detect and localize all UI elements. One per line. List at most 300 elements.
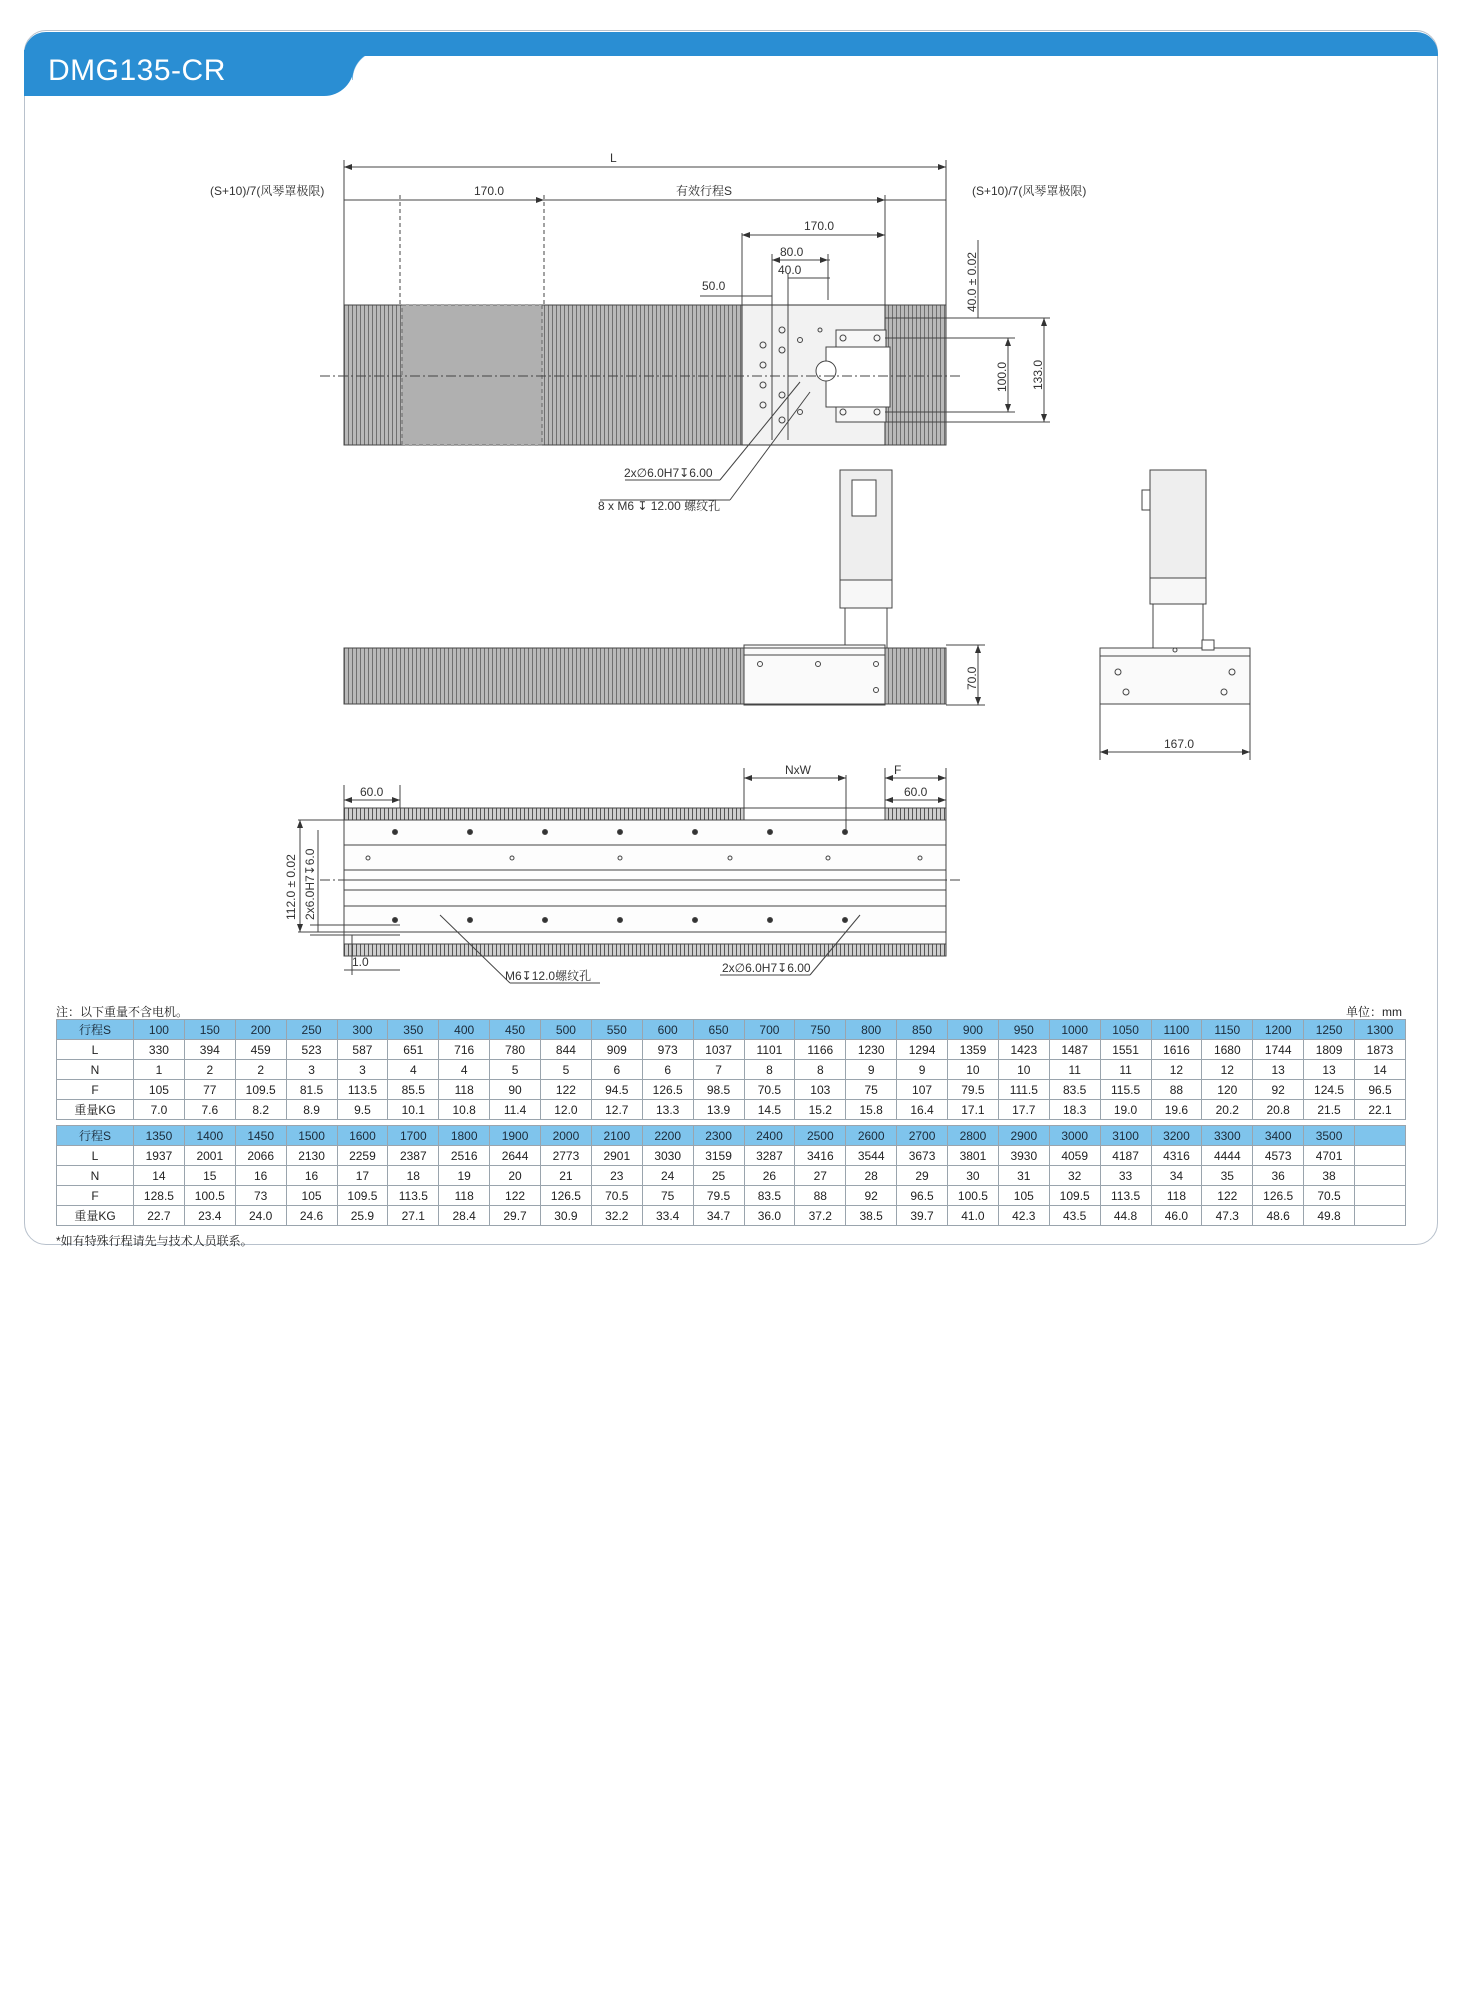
table-cell	[1355, 1126, 1406, 1146]
table-cell: 1600	[337, 1126, 388, 1146]
table-cell: 107	[897, 1080, 948, 1100]
table-cell: 105	[998, 1186, 1049, 1206]
table-row	[57, 1206, 1406, 1226]
table-cell: 27	[795, 1166, 846, 1186]
table-cell: 105	[286, 1186, 337, 1206]
table-cell: 109.5	[235, 1080, 286, 1100]
dim-overall-L: L	[610, 151, 617, 165]
table-cell: 651	[388, 1040, 439, 1060]
table-cell: 750	[795, 1020, 846, 1040]
table-cell: 587	[337, 1040, 388, 1060]
footnote: *如有特殊行程请先与技术人员联系。	[56, 1234, 253, 1248]
table-cell: 20.2	[1202, 1100, 1253, 1120]
table-cell: 83.5	[1049, 1080, 1100, 1100]
row-label: 重量KG	[57, 1206, 134, 1226]
table-cell: 32	[1049, 1166, 1100, 1186]
table-cell: 3300	[1202, 1126, 1253, 1146]
table-cell: 1400	[184, 1126, 235, 1146]
table-cell: 9	[846, 1060, 897, 1080]
table-cell: 98.5	[693, 1080, 744, 1100]
table-cell: 46.0	[1151, 1206, 1202, 1226]
table-cell: 20.8	[1253, 1100, 1304, 1120]
table-row	[57, 1020, 1406, 1040]
motor-side	[1142, 470, 1206, 648]
table-cell: 115.5	[1100, 1080, 1151, 1100]
table-row	[57, 1146, 1406, 1166]
table-cell: 20	[490, 1166, 541, 1186]
table-cell: 122	[1202, 1186, 1253, 1206]
table-cell: 2066	[235, 1146, 286, 1166]
table-cell: 11	[1049, 1060, 1100, 1080]
table-cell: 1487	[1049, 1040, 1100, 1060]
table-row	[57, 1186, 1406, 1206]
table-cell: 21.5	[1304, 1100, 1355, 1120]
side-view	[344, 645, 985, 705]
table-cell: 70.5	[591, 1186, 642, 1206]
table-cell: 33	[1100, 1166, 1151, 1186]
table-cell: 6	[642, 1060, 693, 1080]
table-cell: 1050	[1100, 1020, 1151, 1040]
table-cell: 124.5	[1304, 1080, 1355, 1100]
table-cell: 113.5	[337, 1080, 388, 1100]
table-cell: 118	[439, 1186, 490, 1206]
table-cell: 113.5	[388, 1186, 439, 1206]
table-cell: 23.4	[184, 1206, 235, 1226]
row-label: F	[57, 1186, 134, 1206]
table-cell: 3100	[1100, 1126, 1151, 1146]
dim-carriage-170: 170.0	[804, 219, 835, 233]
table-cell: 950	[998, 1020, 1049, 1040]
table-cell: 973	[642, 1040, 693, 1060]
table-cell: 88	[1151, 1080, 1202, 1100]
dim-stroke: 有效行程S	[676, 184, 733, 198]
table-cell: 300	[337, 1020, 388, 1040]
table-cell: 77	[184, 1080, 235, 1100]
table-cell: 15	[184, 1166, 235, 1186]
table-cell: 100	[134, 1020, 185, 1040]
table-cell: 2130	[286, 1146, 337, 1166]
table-cell: 1350	[134, 1126, 185, 1146]
table-cell: 1500	[286, 1126, 337, 1146]
table-cell: 19.0	[1100, 1100, 1151, 1120]
table-cell: 2001	[184, 1146, 235, 1166]
row-label: N	[57, 1060, 134, 1080]
callout-m6: M6↧12.0螺纹孔	[505, 969, 592, 983]
table-cell: 4573	[1253, 1146, 1304, 1166]
table-cell: 92	[1253, 1080, 1304, 1100]
table-cell: 48.6	[1253, 1206, 1304, 1226]
table-cell: 2387	[388, 1146, 439, 1166]
table-cell: 2900	[998, 1126, 1049, 1146]
table-cell: 200	[235, 1020, 286, 1040]
table-cell: 28	[846, 1166, 897, 1186]
table-cell: 3416	[795, 1146, 846, 1166]
table-cell: 14	[134, 1166, 185, 1186]
table-cell: 10.8	[439, 1100, 490, 1120]
table-cell: 3801	[948, 1146, 999, 1166]
table-cell: 31	[998, 1166, 1049, 1186]
unit-note: 单位：mm	[1346, 1005, 1402, 1019]
table-cell: 9.5	[337, 1100, 388, 1120]
table-cell: 103	[795, 1080, 846, 1100]
table-cell: 3000	[1049, 1126, 1100, 1146]
table-cell: 118	[1151, 1186, 1202, 1206]
table-cell	[1355, 1166, 1406, 1186]
table-row	[57, 1126, 1406, 1146]
table-cell: 4316	[1151, 1146, 1202, 1166]
table-cell: 6	[591, 1060, 642, 1080]
table-cell: 128.5	[134, 1186, 185, 1206]
table-cell: 113.5	[1100, 1186, 1151, 1206]
table-cell: 1616	[1151, 1040, 1202, 1060]
table-cell: 23	[591, 1166, 642, 1186]
table-cell: 44.8	[1100, 1206, 1151, 1226]
table-cell: 1	[134, 1060, 185, 1080]
dim-left-60: 60.0	[360, 785, 384, 799]
table-cell: 1100	[1151, 1020, 1202, 1040]
table-cell: 1680	[1202, 1040, 1253, 1060]
table-cell: 126.5	[541, 1186, 592, 1206]
table-cell: 1937	[134, 1146, 185, 1166]
row-label: 重量KG	[57, 1100, 134, 1120]
dim-167: 167.0	[1164, 737, 1195, 751]
table-cell: 96.5	[1355, 1080, 1406, 1100]
spec-table-2	[56, 1125, 1406, 1226]
table-cell: 2	[184, 1060, 235, 1080]
table-cell: 150	[184, 1020, 235, 1040]
table-cell: 2644	[490, 1146, 541, 1166]
table-cell: 11.4	[490, 1100, 541, 1120]
table-cell: 844	[541, 1040, 592, 1060]
dim-133: 133.0	[1031, 359, 1045, 390]
table-cell: 2100	[591, 1126, 642, 1146]
dim-right-limit: (S+10)/7(风琴罩极限)	[972, 184, 1087, 198]
table-cell: 250	[286, 1020, 337, 1040]
dim-80: 80.0	[780, 245, 804, 259]
table-cell: 2200	[642, 1126, 693, 1146]
table-cell: 3030	[642, 1146, 693, 1166]
dim-40-tol: 40.0 ± 0.02	[965, 252, 979, 312]
table-cell: 105	[134, 1080, 185, 1100]
dim-nxw: NxW	[785, 763, 811, 777]
dim-70: 70.0	[965, 666, 979, 690]
table-cell: 2600	[846, 1126, 897, 1146]
table-cell: 30.9	[541, 1206, 592, 1226]
table-cell: 21	[541, 1166, 592, 1186]
dim-f: F	[894, 763, 902, 777]
table-cell: 13.9	[693, 1100, 744, 1120]
table-cell: 550	[591, 1020, 642, 1040]
table-cell: 43.5	[1049, 1206, 1100, 1226]
table-cell: 3930	[998, 1146, 1049, 1166]
table-cell: 4187	[1100, 1146, 1151, 1166]
table-cell: 3200	[1151, 1126, 1202, 1146]
table-cell: 16.4	[897, 1100, 948, 1120]
table-cell: 800	[846, 1020, 897, 1040]
table-cell: 16	[235, 1166, 286, 1186]
table-cell: 70.5	[744, 1080, 795, 1100]
table-cell: 8.9	[286, 1100, 337, 1120]
table-cell: 650	[693, 1020, 744, 1040]
table-cell: 1744	[1253, 1040, 1304, 1060]
table-cell: 2516	[439, 1146, 490, 1166]
table-cell: 3	[286, 1060, 337, 1080]
table-cell: 12	[1151, 1060, 1202, 1080]
table-cell: 17	[337, 1166, 388, 1186]
table-cell: 10	[998, 1060, 1049, 1080]
table-cell: 79.5	[948, 1080, 999, 1100]
table-cell: 700	[744, 1020, 795, 1040]
table-row	[57, 1040, 1406, 1060]
table-cell: 118	[439, 1080, 490, 1100]
table-cell: 75	[642, 1186, 693, 1206]
table-cell: 15.2	[795, 1100, 846, 1120]
table-cell: 3400	[1253, 1126, 1304, 1146]
table-cell: 12	[1202, 1060, 1253, 1080]
table-cell: 49.8	[1304, 1206, 1355, 1226]
table-cell: 2901	[591, 1146, 642, 1166]
table-row	[57, 1060, 1406, 1080]
table-cell: 1250	[1304, 1020, 1355, 1040]
table-cell: 42.3	[998, 1206, 1049, 1226]
table-cell: 11	[1100, 1060, 1151, 1080]
table-cell: 2	[235, 1060, 286, 1080]
table-cell: 900	[948, 1020, 999, 1040]
table-cell: 19	[439, 1166, 490, 1186]
row-label: L	[57, 1146, 134, 1166]
table-cell: 13	[1253, 1060, 1304, 1080]
table-cell: 111.5	[998, 1080, 1049, 1100]
table-cell: 1700	[388, 1126, 439, 1146]
row-label: N	[57, 1166, 134, 1186]
table-cell: 1294	[897, 1040, 948, 1060]
table-cell: 4701	[1304, 1146, 1355, 1166]
table-cell: 1800	[439, 1126, 490, 1146]
callout-thread: 8 x M6 ↧ 12.00 螺纹孔	[598, 499, 721, 513]
table-cell: 716	[439, 1040, 490, 1060]
table-cell: 94.5	[591, 1080, 642, 1100]
table-cell: 27.1	[388, 1206, 439, 1226]
table-cell: 1000	[1049, 1020, 1100, 1040]
table-cell	[1355, 1186, 1406, 1206]
table-cell: 3500	[1304, 1126, 1355, 1146]
table-cell: 2500	[795, 1126, 846, 1146]
table-cell: 30	[948, 1166, 999, 1186]
dim-100: 100.0	[995, 361, 1009, 392]
table-cell: 2800	[948, 1126, 999, 1146]
table-cell: 24	[642, 1166, 693, 1186]
table-cell: 8.2	[235, 1100, 286, 1120]
table-cell: 22.1	[1355, 1100, 1406, 1120]
table-cell: 2259	[337, 1146, 388, 1166]
table-cell: 5	[541, 1060, 592, 1080]
table-cell: 1166	[795, 1040, 846, 1060]
table-cell: 909	[591, 1040, 642, 1060]
table-cell: 850	[897, 1020, 948, 1040]
table-cell: 73	[235, 1186, 286, 1206]
table-cell: 2700	[897, 1126, 948, 1146]
table-cell: 1150	[1202, 1020, 1253, 1040]
table-cell: 29.7	[490, 1206, 541, 1226]
table-cell: 3287	[744, 1146, 795, 1166]
table-row	[57, 1100, 1406, 1120]
table-cell: 38.5	[846, 1206, 897, 1226]
dim-112-tol: 112.0 ± 0.02	[284, 854, 298, 920]
table-cell: 330	[134, 1040, 185, 1060]
table-cell: 34	[1151, 1166, 1202, 1186]
table-cell: 22.7	[134, 1206, 185, 1226]
table-cell: 4	[439, 1060, 490, 1080]
table-cell: 7	[693, 1060, 744, 1080]
callout-pin: 2x∅6.0H7↧6.00	[624, 466, 713, 480]
motor-front	[840, 470, 892, 648]
table-cell: 15.8	[846, 1100, 897, 1120]
table-cell: 90	[490, 1080, 541, 1100]
table-cell: 2400	[744, 1126, 795, 1146]
table-cell: 33.4	[642, 1206, 693, 1226]
table-cell: 1230	[846, 1040, 897, 1060]
table-cell: 1900	[490, 1126, 541, 1146]
table-cell: 122	[541, 1080, 592, 1100]
table-cell: 25	[693, 1166, 744, 1186]
table-cell: 100.5	[948, 1186, 999, 1206]
table-cell: 14.5	[744, 1100, 795, 1120]
table-cell: 10	[948, 1060, 999, 1080]
dim-offset-1: 1.0	[352, 955, 369, 969]
table-cell: 12.0	[541, 1100, 592, 1120]
table-cell: 38	[1304, 1166, 1355, 1186]
table-cell: 81.5	[286, 1080, 337, 1100]
table-cell: 523	[286, 1040, 337, 1060]
table-cell: 4	[388, 1060, 439, 1080]
table-cell: 17.1	[948, 1100, 999, 1120]
table-cell: 109.5	[337, 1186, 388, 1206]
table-row	[57, 1080, 1406, 1100]
row-label: 行程S	[57, 1126, 134, 1146]
table-cell: 1300	[1355, 1020, 1406, 1040]
table-cell	[1355, 1206, 1406, 1226]
table-cell: 400	[439, 1020, 490, 1040]
table-cell: 7.6	[184, 1100, 235, 1120]
table-cell: 780	[490, 1040, 541, 1060]
table-row	[57, 1166, 1406, 1186]
table-cell: 1101	[744, 1040, 795, 1060]
table-cell: 3673	[897, 1146, 948, 1166]
table-cell: 459	[235, 1040, 286, 1060]
table-cell: 24.6	[286, 1206, 337, 1226]
dim-pin-vertical: 2x6.0H7↧6.0	[303, 848, 317, 920]
table-cell: 34.7	[693, 1206, 744, 1226]
table-cell: 41.0	[948, 1206, 999, 1226]
table-cell: 120	[1202, 1080, 1253, 1100]
table-cell: 9	[897, 1060, 948, 1080]
table-cell: 17.7	[998, 1100, 1049, 1120]
table-cell: 25.9	[337, 1206, 388, 1226]
table-cell: 28.4	[439, 1206, 490, 1226]
table-cell	[1355, 1146, 1406, 1166]
table-cell: 13	[1304, 1060, 1355, 1080]
table-cell: 36	[1253, 1166, 1304, 1186]
table-cell: 75	[846, 1080, 897, 1100]
top-view	[320, 160, 1050, 500]
table-cell: 26	[744, 1166, 795, 1186]
table-cell: 37.2	[795, 1206, 846, 1226]
table-cell: 4444	[1202, 1146, 1253, 1166]
row-label: 行程S	[57, 1020, 134, 1040]
table-cell: 1450	[235, 1126, 286, 1146]
table-cell: 7.0	[134, 1100, 185, 1120]
table-cell: 24.0	[235, 1206, 286, 1226]
table-cell: 8	[795, 1060, 846, 1080]
table-cell: 16	[286, 1166, 337, 1186]
table-cell: 4059	[1049, 1146, 1100, 1166]
table-cell: 96.5	[897, 1186, 948, 1206]
table-cell: 47.3	[1202, 1206, 1253, 1226]
table-cell: 79.5	[693, 1186, 744, 1206]
table-cell: 3544	[846, 1146, 897, 1166]
table-cell: 109.5	[1049, 1186, 1100, 1206]
table-cell: 1423	[998, 1040, 1049, 1060]
table-cell: 83.5	[744, 1186, 795, 1206]
dim-left-170: 170.0	[474, 184, 505, 198]
table-cell: 600	[642, 1020, 693, 1040]
table-cell: 85.5	[388, 1080, 439, 1100]
table-cell: 29	[897, 1166, 948, 1186]
table-cell: 14	[1355, 1060, 1406, 1080]
table-cell: 39.7	[897, 1206, 948, 1226]
table-cell: 500	[541, 1020, 592, 1040]
table-cell: 70.5	[1304, 1186, 1355, 1206]
dim-right-60: 60.0	[904, 785, 928, 799]
table-cell: 350	[388, 1020, 439, 1040]
table-cell: 10.1	[388, 1100, 439, 1120]
table-cell: 122	[490, 1186, 541, 1206]
dim-50: 50.0	[702, 279, 726, 293]
table-cell: 2773	[541, 1146, 592, 1166]
table-cell: 13.3	[642, 1100, 693, 1120]
table-cell: 18	[388, 1166, 439, 1186]
table-cell: 3	[337, 1060, 388, 1080]
table-cell: 35	[1202, 1166, 1253, 1186]
table-cell: 450	[490, 1020, 541, 1040]
table-cell: 5	[490, 1060, 541, 1080]
table-cell: 126.5	[1253, 1186, 1304, 1206]
table-cell: 1200	[1253, 1020, 1304, 1040]
table-cell: 36.0	[744, 1206, 795, 1226]
row-label: L	[57, 1040, 134, 1060]
table-cell: 12.7	[591, 1100, 642, 1120]
table-cell: 1037	[693, 1040, 744, 1060]
table-cell: 8	[744, 1060, 795, 1080]
weight-note: 注：以下重量不含电机。	[56, 1005, 189, 1019]
table-cell: 18.3	[1049, 1100, 1100, 1120]
table-cell: 3159	[693, 1146, 744, 1166]
callout-pin-bottom: 2x∅6.0H7↧6.00	[722, 961, 811, 975]
table-cell: 126.5	[642, 1080, 693, 1100]
table-cell: 2000	[541, 1126, 592, 1146]
dim-40: 40.0	[778, 263, 802, 277]
table-cell: 2300	[693, 1126, 744, 1146]
table-cell: 88	[795, 1186, 846, 1206]
row-label: F	[57, 1080, 134, 1100]
table-cell: 394	[184, 1040, 235, 1060]
table-cell: 1809	[1304, 1040, 1355, 1060]
table-cell: 100.5	[184, 1186, 235, 1206]
table-cell: 19.6	[1151, 1100, 1202, 1120]
table-cell: 1551	[1100, 1040, 1151, 1060]
table-cell: 92	[846, 1186, 897, 1206]
dim-left-limit: (S+10)/7(风琴罩极限)	[210, 184, 325, 198]
